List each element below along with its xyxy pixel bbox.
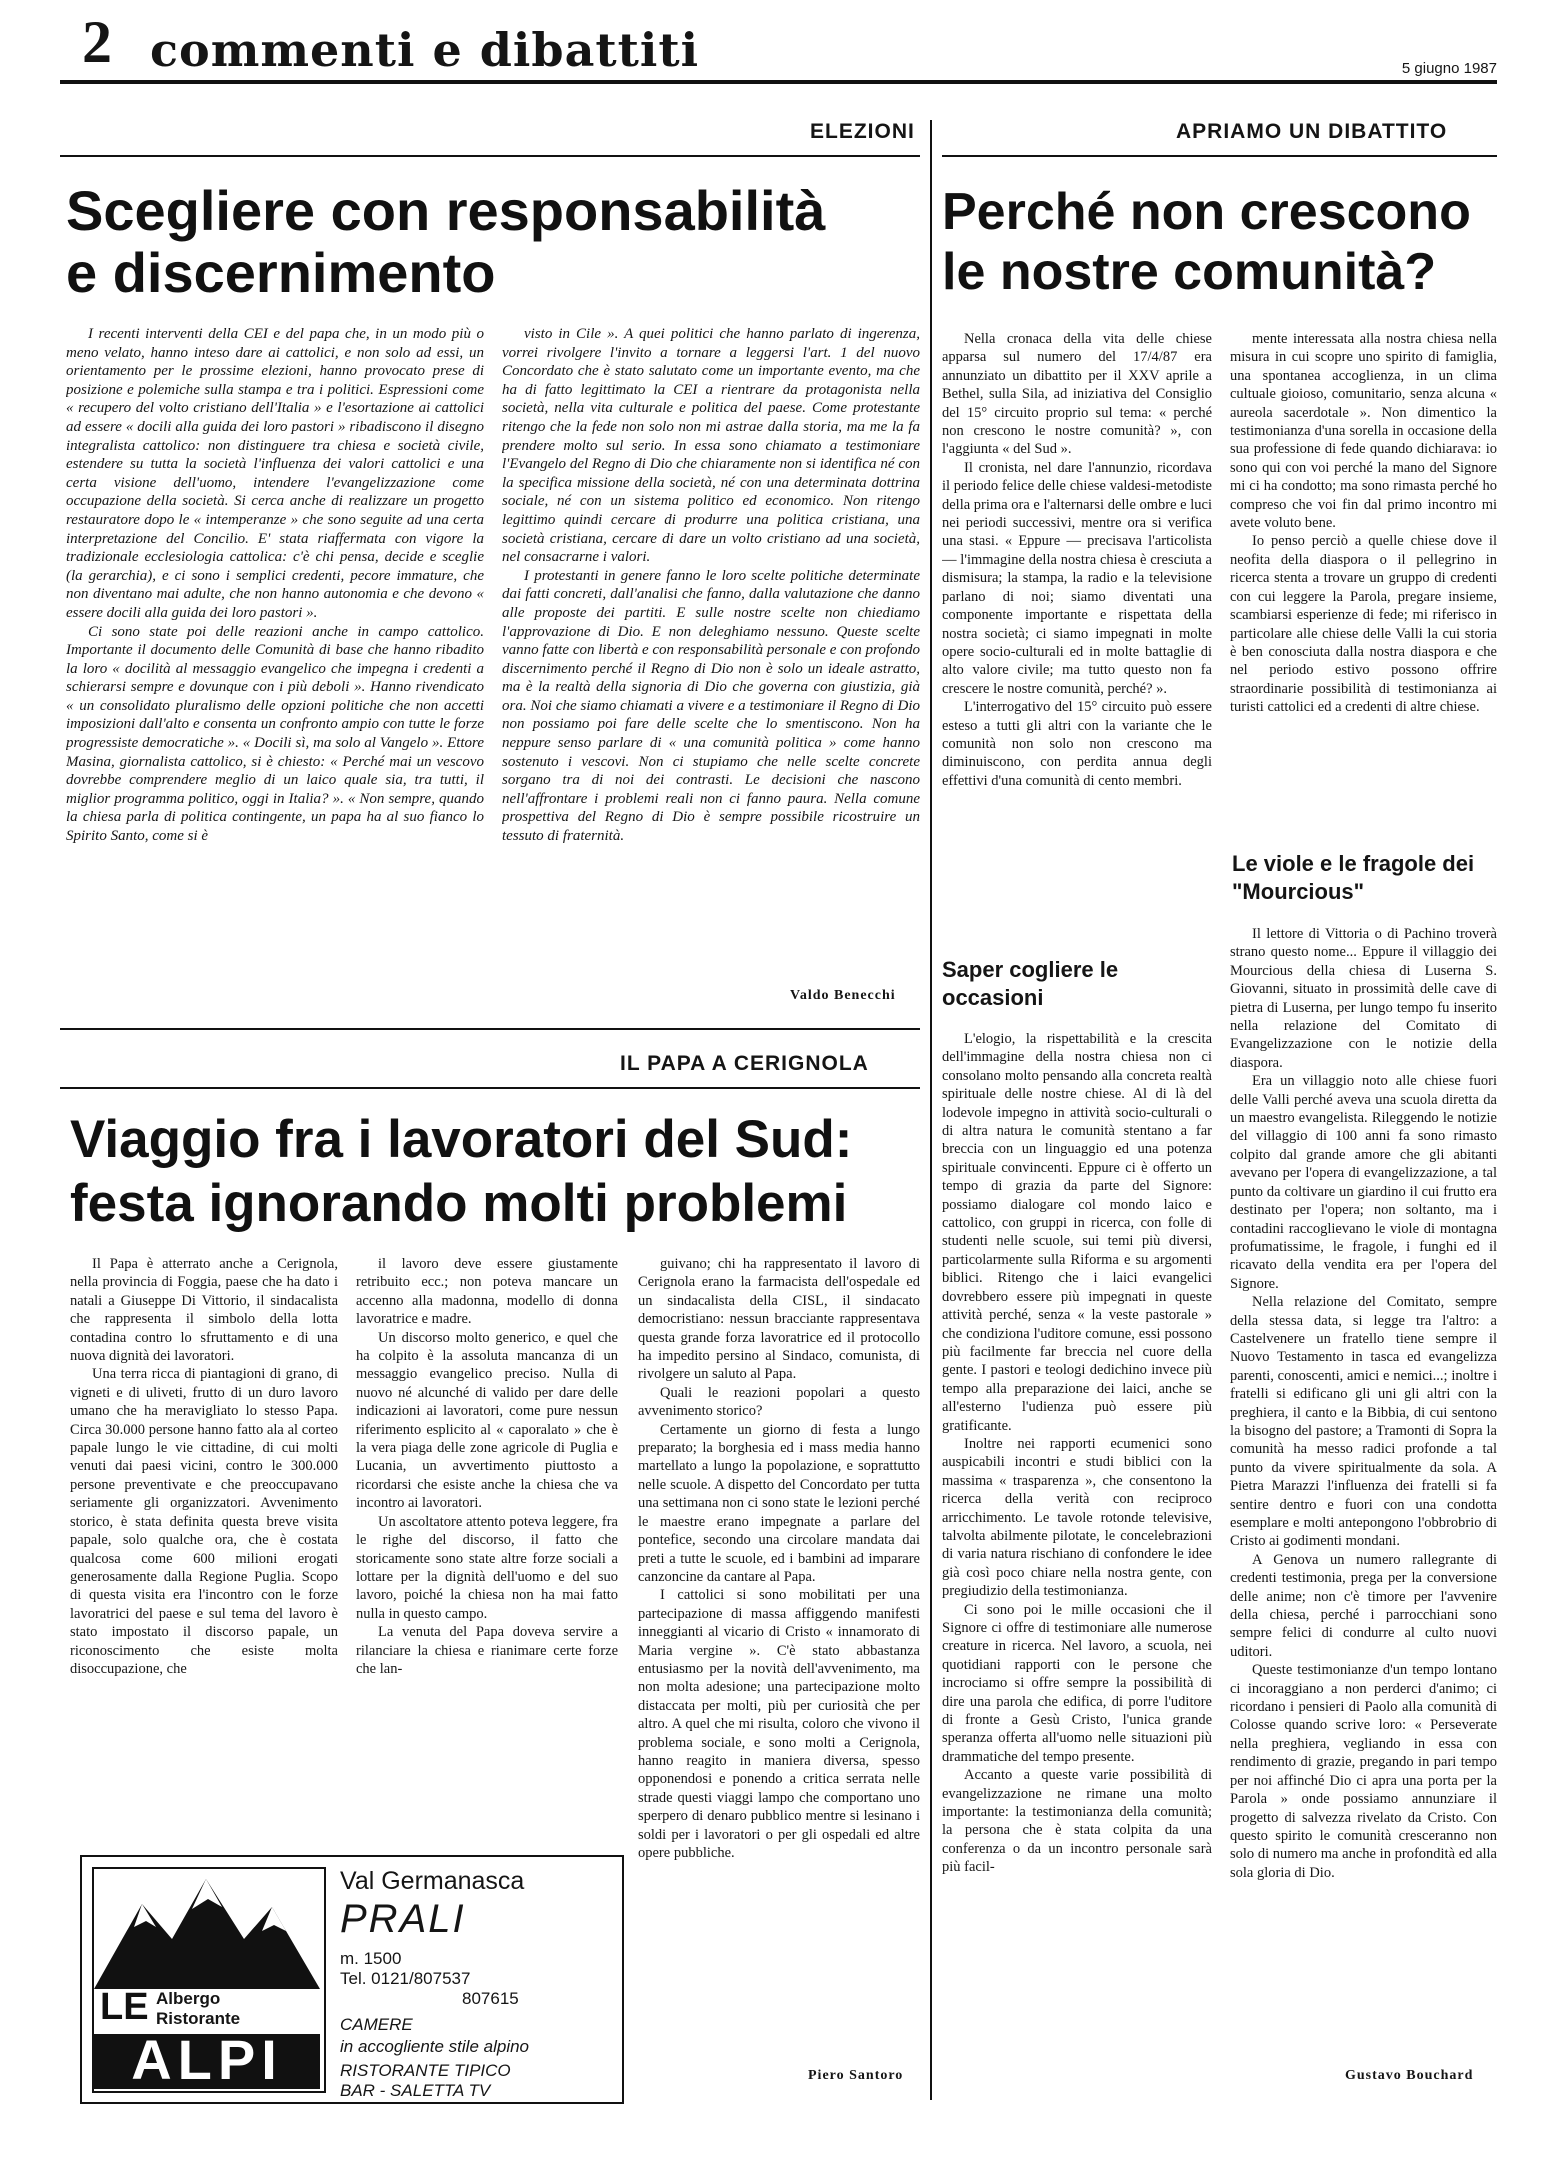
- hotel-advertisement: [80, 1855, 624, 2104]
- paragraph: Il lettore di Vittoria o di Pachino troverà strano questo nome... Eppure il villaggio dei Mourcious della chiesa di Luserna S. Giovanni, situato in prossimità delle cave di pietra di Luserna, per lungo tempo fu inserito nella relazione del Comitato di Evangelizzazione con le notizie della diaspora.: [1230, 926, 1497, 1071]
- ad-camere-desc: in accogliente stile alpino: [340, 2037, 530, 2056]
- article1-column-2: [502, 325, 920, 990]
- paragraph: Ci sono poi le mille occasioni che il Signore ci offre di testimoniare alle numerose creature in ricerca. Nel lavoro, a scuola, nei quotidiani rapporti con le persone che incrociamo si offre sempre la possibilità di dire una parola che edifica, di porre l'uditore di fronte a Gesù Cristo, l'unica grande speranza offerta all'uomo nelle situazioni più drammatiche del tempo presente.: [942, 1601, 1212, 1765]
- ad-town: PRALI: [340, 1897, 466, 1941]
- article1-author: Valdo Benecchi: [790, 988, 896, 1003]
- article2-column-2-top: [1230, 330, 1497, 820]
- article3-top-rule: [60, 1028, 920, 1030]
- paragraph: L'interrogativo del 15° circuito può essere esteso a tutti gli altri con la variante che le comunità non solo non crescono ma diminuiscono, con perdita annua degli effettivi d'una comunità di cento membri.: [942, 699, 1212, 789]
- ad-bar: BAR - SALETTA TV: [340, 2081, 491, 2100]
- article3-kicker: IL PAPA A CERIGNOLA: [620, 1052, 869, 1075]
- paragraph: Inoltre nei rapporti ecumenici sono auspicabili incontri e studi biblici con la massima « trasparenza », che consentono la ricerca della verità con reciproco arricchimento. Le tavole rotonde televisive, talvolta abilmente pilotate, le concelebrazioni di varia natura rischiano di confondere le idee già così poco chiare nella nostra gente, con pregiudizio della testimonianza.: [942, 1435, 1212, 1600]
- logo-albergo: Albergo: [156, 1989, 221, 2008]
- mountain-icon: [94, 1869, 320, 1989]
- paragraph: Il cronista, nel dare l'annunzio, ricordava il periodo felice delle chiese valdesi-metodiste della prima ora e l'alternarsi delle ombre e luci nei periodi successivi, mentre ora si verifica una stasi. « Eppure — precisava l'articolista — l'immagine della nostra chiesa è cresciuta a dismisura; la stampa, la radio e la televisione parlano di noi; siamo diventati una componente importante e rispettata della nostra società; ci siamo impegnati in molte opere socio-culturali ed in molte battaglie di alto valore civile; ma tutto questo non fa crescere le nostre comunità, perché? ».: [942, 459, 1212, 697]
- paragraph: Una terra ricca di piantagioni di grano, di vigneti e di uliveti, frutto di un duro lavoro umano che ha meravigliato lo stesso Papa. Circa 30.000 persone hanno fatto ala al corteo papale lungo le vie cittadine, di cui molti venuti dai paesi vicini, contro le 300.000 persone preventivate e che preoccupavano seriamente gli organizzatori. Avvenimento storico, è stata definita questa breve visita papale, solo qualche ora, che è costata qualcosa come 600 milioni erogati generosamente dalla Regione Puglia. Scopo di questa visita era l'incontro con le forze lavoratrici del paese e sul tema del lavoro è stato impostato il discorso papale, un riconoscimento che esiste molta disoccupazione, che: [70, 1366, 338, 1677]
- article1-kicker: ELEZIONI: [810, 120, 915, 143]
- article2-author: Gustavo Bouchard: [1345, 2068, 1474, 2083]
- paragraph: Ci sono state poi delle reazioni anche in campo cattolico. Importante il documento delle Comunità di base che hanno ribadito la loro « docilità al messaggio evangelico che impegna i credenti a schierarsi sempre e dovunque con i più deboli ». Hanno rivendicato « un consolidato pluralismo delle opzioni politiche che non accetti imposizioni dall'alto e consenta un confronto ampio con tutte le forze progressiste democratiche ». « Docili sì, ma solo al Vangelo ». Ettore Masina, giornalista cattolico, si è chiesto: « Perché mai un vescovo dovrebbe comprendere meglio di un laico quale sia, tra tutti, il miglior programma politico, oggi in Italia? ». « Non sempre, quando la chiesa parla di politica contingente, un papa ha al suo fianco lo Spirito Santo, come si è: [66, 623, 484, 845]
- article3-headline-line1: Viaggio fra i lavoratori del Sud:: [70, 1110, 853, 1169]
- issue-date: 5 giugno 1987: [1401, 60, 1497, 77]
- hotel-logo: [92, 1867, 326, 2093]
- paragraph: Nella cronaca della vita delle chiese apparsa sul numero del 17/4/87 era annunziato un dibattito per il XXV aprile a Bethel, sulla Sila, ad iniziativa del Consiglio del 15° circuito proprio sul tema: « perché non crescono le nostre comunità? », con l'aggiunta « del Sud ».: [942, 331, 1212, 458]
- paragraph: Un ascoltatore attento poteva leggere, fra le righe del discorso, il fatto che storicamente sono state altre forze sociali a lottare per la dignità dell'uomo e del suo lavoro, poiché la chiesa non ha mai fatto nulla in questo campo.: [356, 1513, 618, 1622]
- ad-valley: Val Germanasca: [340, 1867, 525, 1895]
- paragraph: L'elogio, la rispettabilità e la crescita dell'immagine della nostra chiesa non ci consolano molto pensando alla concreta realtà spirituale delle nostre chiese. Al di là del lodevole impegno in attività socio-culturali o di altra natura le comunità stentano a far breccia con un linguaggio ed una potenza spirituale convincenti. Eppure ci è offerto un tempo di grazia da parte del Signore: possiamo dialogare col mondo laico e cattolico, con gruppi in ricerca, con folle di studenti nelle scuole, sui temi più diversi, particolarmente sulla Riforma e su argomenti biblici. Ritengo che i laici evangelici dovrebbero essere più impegnati in queste attività perché, senza « la veste pastorale » che condiziona l'uditore comune, essi possono più facilmente far breccia nel cuore della gente. I pastori e teologi dedichino invece più tempo alla preparazione dei laici, anche se all'esterno l'udienza può essere più gratificante.: [942, 1031, 1212, 1434]
- ad-altitude: m. 1500: [340, 1949, 402, 1968]
- masthead-rule: [60, 80, 1497, 84]
- paragraph: Accanto a queste varie possibilità di evangelizzazione ne rimane una molto importante: la testimonianza della comunità; la persona che è stata colpita da una conferenza o da un incontro personale sarà più facil-: [942, 1767, 1212, 1876]
- article2-column-1-bottom: [942, 1030, 1212, 2090]
- article3-author: Piero Santoro: [808, 2068, 904, 2083]
- paragraph: Un discorso molto generico, e quel che ha colpito è la assoluta mancanza di un messaggio evangelico preciso. Nulla di nuovo né alcunché di valido per dare delle indicazioni ai lavoratori, come pure nessun riferimento esplicito al « caporalato » che è la vera piaga delle zone agricole di Puglia e Lucania, un avvertimento piuttosto a ricordarsi che esiste anche la chiesa che va incontro ai lavoratori.: [356, 1329, 618, 1512]
- ad-phone-2: 807615: [462, 1989, 519, 2008]
- article1-headline: [66, 180, 946, 304]
- paragraph: visto in Cile ». A quei politici che hanno parlato di ingerenza, vorrei rivolgere l'invito a tornare a leggersi l'art. 1 del nuovo Concordato che è stato salutato come un importante evento, ma che ha di fatto legittimato la CEI a rientrare da protagonista nella società, nella vita culturale e politica del paese. Come protestante ritengo che la fede non solo non mi astrae dalla storia, ma me la fa prendere molto sul serio. In essa sono chiamato a testimoniare l'Evangelo del Regno di Dio che chiaramente non si identifica né con la specifica missione della società, né con una determinata dottrina sociale, né con un sistema politico ed economico. Non ritengo legittimo quindi cercare di produrre una politica cristiana, una società cristiana, cercare di dare un volto cristiano ad una società, nel consacrarne i valori.: [502, 326, 920, 566]
- paragraph: Il Papa è atterrato anche a Cerignola, nella provincia di Foggia, paese che ha dato i natali a Giuseppe Di Vittorio, il sindacalista che rappresenta il simbolo della lotta contadina contro lo sfruttamento e di una nuova dignità dei lavoratori.: [70, 1256, 338, 1365]
- paragraph: Quali le reazioni popolari a questo avvenimento storico?: [638, 1384, 920, 1420]
- article3-headline-line2: festa ignorando molti problemi: [70, 1174, 848, 1233]
- article3-column-3: [638, 1255, 920, 2055]
- logo-ristorante: Ristorante: [156, 2009, 241, 2028]
- page-number: 2: [82, 9, 112, 75]
- section-title: commenti e dibattiti: [150, 23, 700, 77]
- article2-headline-line1: Perché non crescono: [942, 183, 1471, 241]
- logo-le: LE: [100, 1986, 149, 2028]
- article2-subheading-1: Saper cogliere le occasioni: [942, 957, 1119, 1010]
- article2-column-1-top: [942, 330, 1212, 930]
- article2-column-2-bottom: [1230, 925, 1497, 2065]
- article2-kicker-rule: [942, 155, 1497, 157]
- article2-headline-line2: le nostre comunità?: [942, 243, 1437, 301]
- article3-column-2: [356, 1255, 618, 1825]
- ad-camere: CAMERE: [340, 2015, 413, 2034]
- paragraph: Queste testimonianze d'un tempo lontano ci incoraggiano a non perderci d'animo; ci ricordano i pensieri di Paolo alla comunità di Colosse quando scrive loro: « Perseverate nella preghiera, vegliando in essa con rendimento di grazie, pregando in pari tempo per noi affinché Dio ci apra una porta per la Parola » onde possiamo annunziare il progetto di salvezza rivelato da Cristo. Con questo spirito le comunità cresceranno non solo di numero ma anche in profondità ed alla sola gloria di Dio.: [1230, 1662, 1497, 1881]
- paragraph: Certamente un giorno di festa a lungo preparato; la borghesia ed i mass media hanno martellato a lungo la popolazione, e soprattutto nelle scuole. A dispetto del Concordato per tutta una settimana non ci sono state le lezioni perché le maestre erano impegnate a parlare del pontefice, secondo una circolare mandata dai preti a tutte le scuole, ed i bambini ad imparare canzoncine da cantare al Papa.: [638, 1421, 920, 1585]
- paragraph: La venuta del Papa doveva servire a rilanciare la chiesa e rianimare certe forze che lan-: [356, 1624, 618, 1677]
- article3-kicker-rule: [60, 1087, 920, 1089]
- paragraph: guivano; chi ha rappresentato il lavoro di Cerignola erano la farmacista dell'ospedale ed un sindacalista della CISL, il sindacato democristiano: nessun bracciante rappresentava questa grande forza lavoratrice ed il protocollo ha impedito persino al Sindaco, comunista, di rivolgere un saluto al Papa.: [638, 1256, 920, 1383]
- paragraph: mente interessata alla nostra chiesa nella misura in cui scopre uno spirito di famiglia, una spontanea accoglienza, in un clima cultuale gioioso, comunitario, senza alcuna « aureola sacerdotale ». Non dimentico la testimonianza d'una sorella in occasione della sua professione di fede quando dichiarava: io sono qui con voi perché la mano del Signore mi ci ha condotto; ma sono rimasta perché ho compreso che voi fin dal primo incontro mi avete voluto bene.: [1230, 331, 1497, 532]
- ad-phone-1: Tel. 0121/807537: [340, 1969, 471, 1988]
- article2-subheading-2: Le viole e le fragole dei "Mourcious": [1232, 851, 1475, 904]
- article1-headline-line2: e discernimento: [66, 241, 496, 304]
- article2-kicker: APRIAMO UN DIBATTITO: [1176, 120, 1448, 143]
- paragraph: I protestanti in genere fanno le loro scelte politiche determinate dai fatti concreti, dall'analisi che fanno, dalla valutazione che danno alle proposte dei partiti. E sulle nostre scelte non chiediamo l'approvazione di Dio. E non deleghiamo nessuno. Queste scelte vanno fatte con libertà e con responsabilità personale e con profondo discernimento perché il Regno di Dio non è solo un ideale astratto, ma è la realtà della signoria di Dio che governa con giustizia, già ora. Noi che siamo chiamati a vivere e a testimoniare il Regno di Dio non possiamo poi fare delle scelte che lo smentiscono. Non ha neppure senso parlare di « una comunità politica » come hanno sostenuto i vescovi. Non ci stupiamo che nelle scelte concrete sorgano tra di noi dei contrasti. Le decisioni che nascono nell'affrontare i problemi reali non ci fanno paura. Nella comune prospettiva del Regno di Dio è sempre possibile ricostruire un tessuto di fraternità.: [502, 567, 920, 845]
- logo-alpi: ALPI: [131, 2028, 283, 2091]
- ad-ristorante: RISTORANTE TIPICO: [340, 2061, 511, 2080]
- article1-column-1: [66, 325, 484, 995]
- article1-kicker-rule: [60, 155, 920, 157]
- paragraph: A Genova un numero rallegrante di credenti testimonia, prega per la conversione delle anime; non c'è timore per l'avvenire della chiesa, perché i parrocchiani sono sempre felici di condurre al culto nuovi uditori.: [1230, 1551, 1497, 1660]
- paragraph: Era un villaggio noto alle chiese fuori delle Valli perché aveva una scuola diretta da un maestro evangelista. Rileggendo le notizie del villaggio di 100 anni fa sono rimasto colpito dal grande amore che gli abitanti avevano per l'opera di evangelizzazione, a tal punto da coltivare un giardino il cui frutto era destinato per l'opera; non soltanto, ma i contadini raccoglievano le viole di montagna profumatissime, le fragole, i funghi ed il ricavato della vendita era per l'opera del Signore.: [1230, 1073, 1497, 1292]
- paragraph: il lavoro deve essere giustamente retribuito ecc.; non poteva mancare un accenno alla madonna, modello di donna lavoratrice e madre.: [356, 1256, 618, 1328]
- article3-headline: [70, 1108, 950, 1236]
- paragraph: I cattolici si sono mobilitati per una partecipazione di massa affiggendo manifesti inneggianti al vicario di Cristo « innamorato di Maria vergine ». C'è stato abbastanza entusiasmo per la novità dell'avvenimento, ma non molta adesione; una partecipazione molto distaccata per molti, più per curiosità che per altro. A quel che mi risulta, coloro che vivono il problema sociale, e sono molti a Cerignola, hanno reagito in maniera diversa, spesso opponendosi e ponendo a critica serrata nelle strade questi viaggi lampo che comportano uno sperpero di denaro pubblico mentre si lesinano i soldi per i lavoratori o per gli ospedali ed altre opere pubbliche.: [638, 1587, 920, 1861]
- paragraph: Nella relazione del Comitato, sempre della stessa data, si legge tra l'altro: a Castelvenere un fratello tiene sempre il Nuovo Testamento in tasca ed evangelizza parenti, conoscenti, amici e nemici...; inoltre i fratelli si edificano gli uni gli altri con la preghiera, il canto e la Bibbia, di cui sentono la bisogno del pastore; a Tramonti di Sopra la comunità ha messo radici profonde a tal punto da vivere spiritualmente da sola. A Pietra Marazzi l'influenza dei fratelli si fa sentire dentro e fuori con una condotta esemplare e molti antepongono l'obbrobrio di Cristo ai godimenti mondani.: [1230, 1294, 1497, 1550]
- paragraph: Io penso perciò a quelle chiese dove il neofita della diaspora o il pellegrino in ricerca stenta a trovare un gruppo di credenti con cui leggere la Parola, pregare insieme, scambiarsi esperienze di fede; mi riferisco in particolare alle chiese delle Valli la cui storia è ben conosciuta dalla nostra diaspora e che nel periodo estivo possono offrire straordinarie possibilità di testimonianza ai turisti cattolici ed a credenti di altre chiese.: [1230, 533, 1497, 716]
- article3-column-1: [70, 1255, 338, 1825]
- article2-headline: [942, 182, 1502, 302]
- paragraph: I recenti interventi della CEI e del papa che, in un modo più o meno velato, hanno inteso dare ai cattolici, e non solo ad essi, un orientamento per le prossime elezioni, hanno provocato prese di posizione e polemiche sulla stampa e tra i politici. Espressioni come « recupero del volto cristiano dell'Italia » e l'esortazione ai cattolici ad essere « docili alla guida dei loro pastori » ribadiscono il disegno integralista cattolico: non distinguere tra chiesa e società civile, estendere su tutta la società l'influenza dei valori cattolici e una certa visione dell'uomo, intendere l'evangelizzazione come occupazione della società. Si cerca anche di realizzare un progetto restauratore dopo le « intemperanze » che sono seguite ad una certa interpretazione del Concilio. E' stata riaffermata con vigore la tradizionale ecclesiologia cattolica: c'è chi pensa, decide e sceglie (la gerarchia), e ci sono i semplici credenti, pecore immature, che non diventano mai adulte, che non hanno autonomia e che devono « essere docili alla guida dei loro pastori ».: [66, 326, 484, 621]
- article1-headline-line1: Scegliere con responsabilità: [66, 179, 826, 242]
